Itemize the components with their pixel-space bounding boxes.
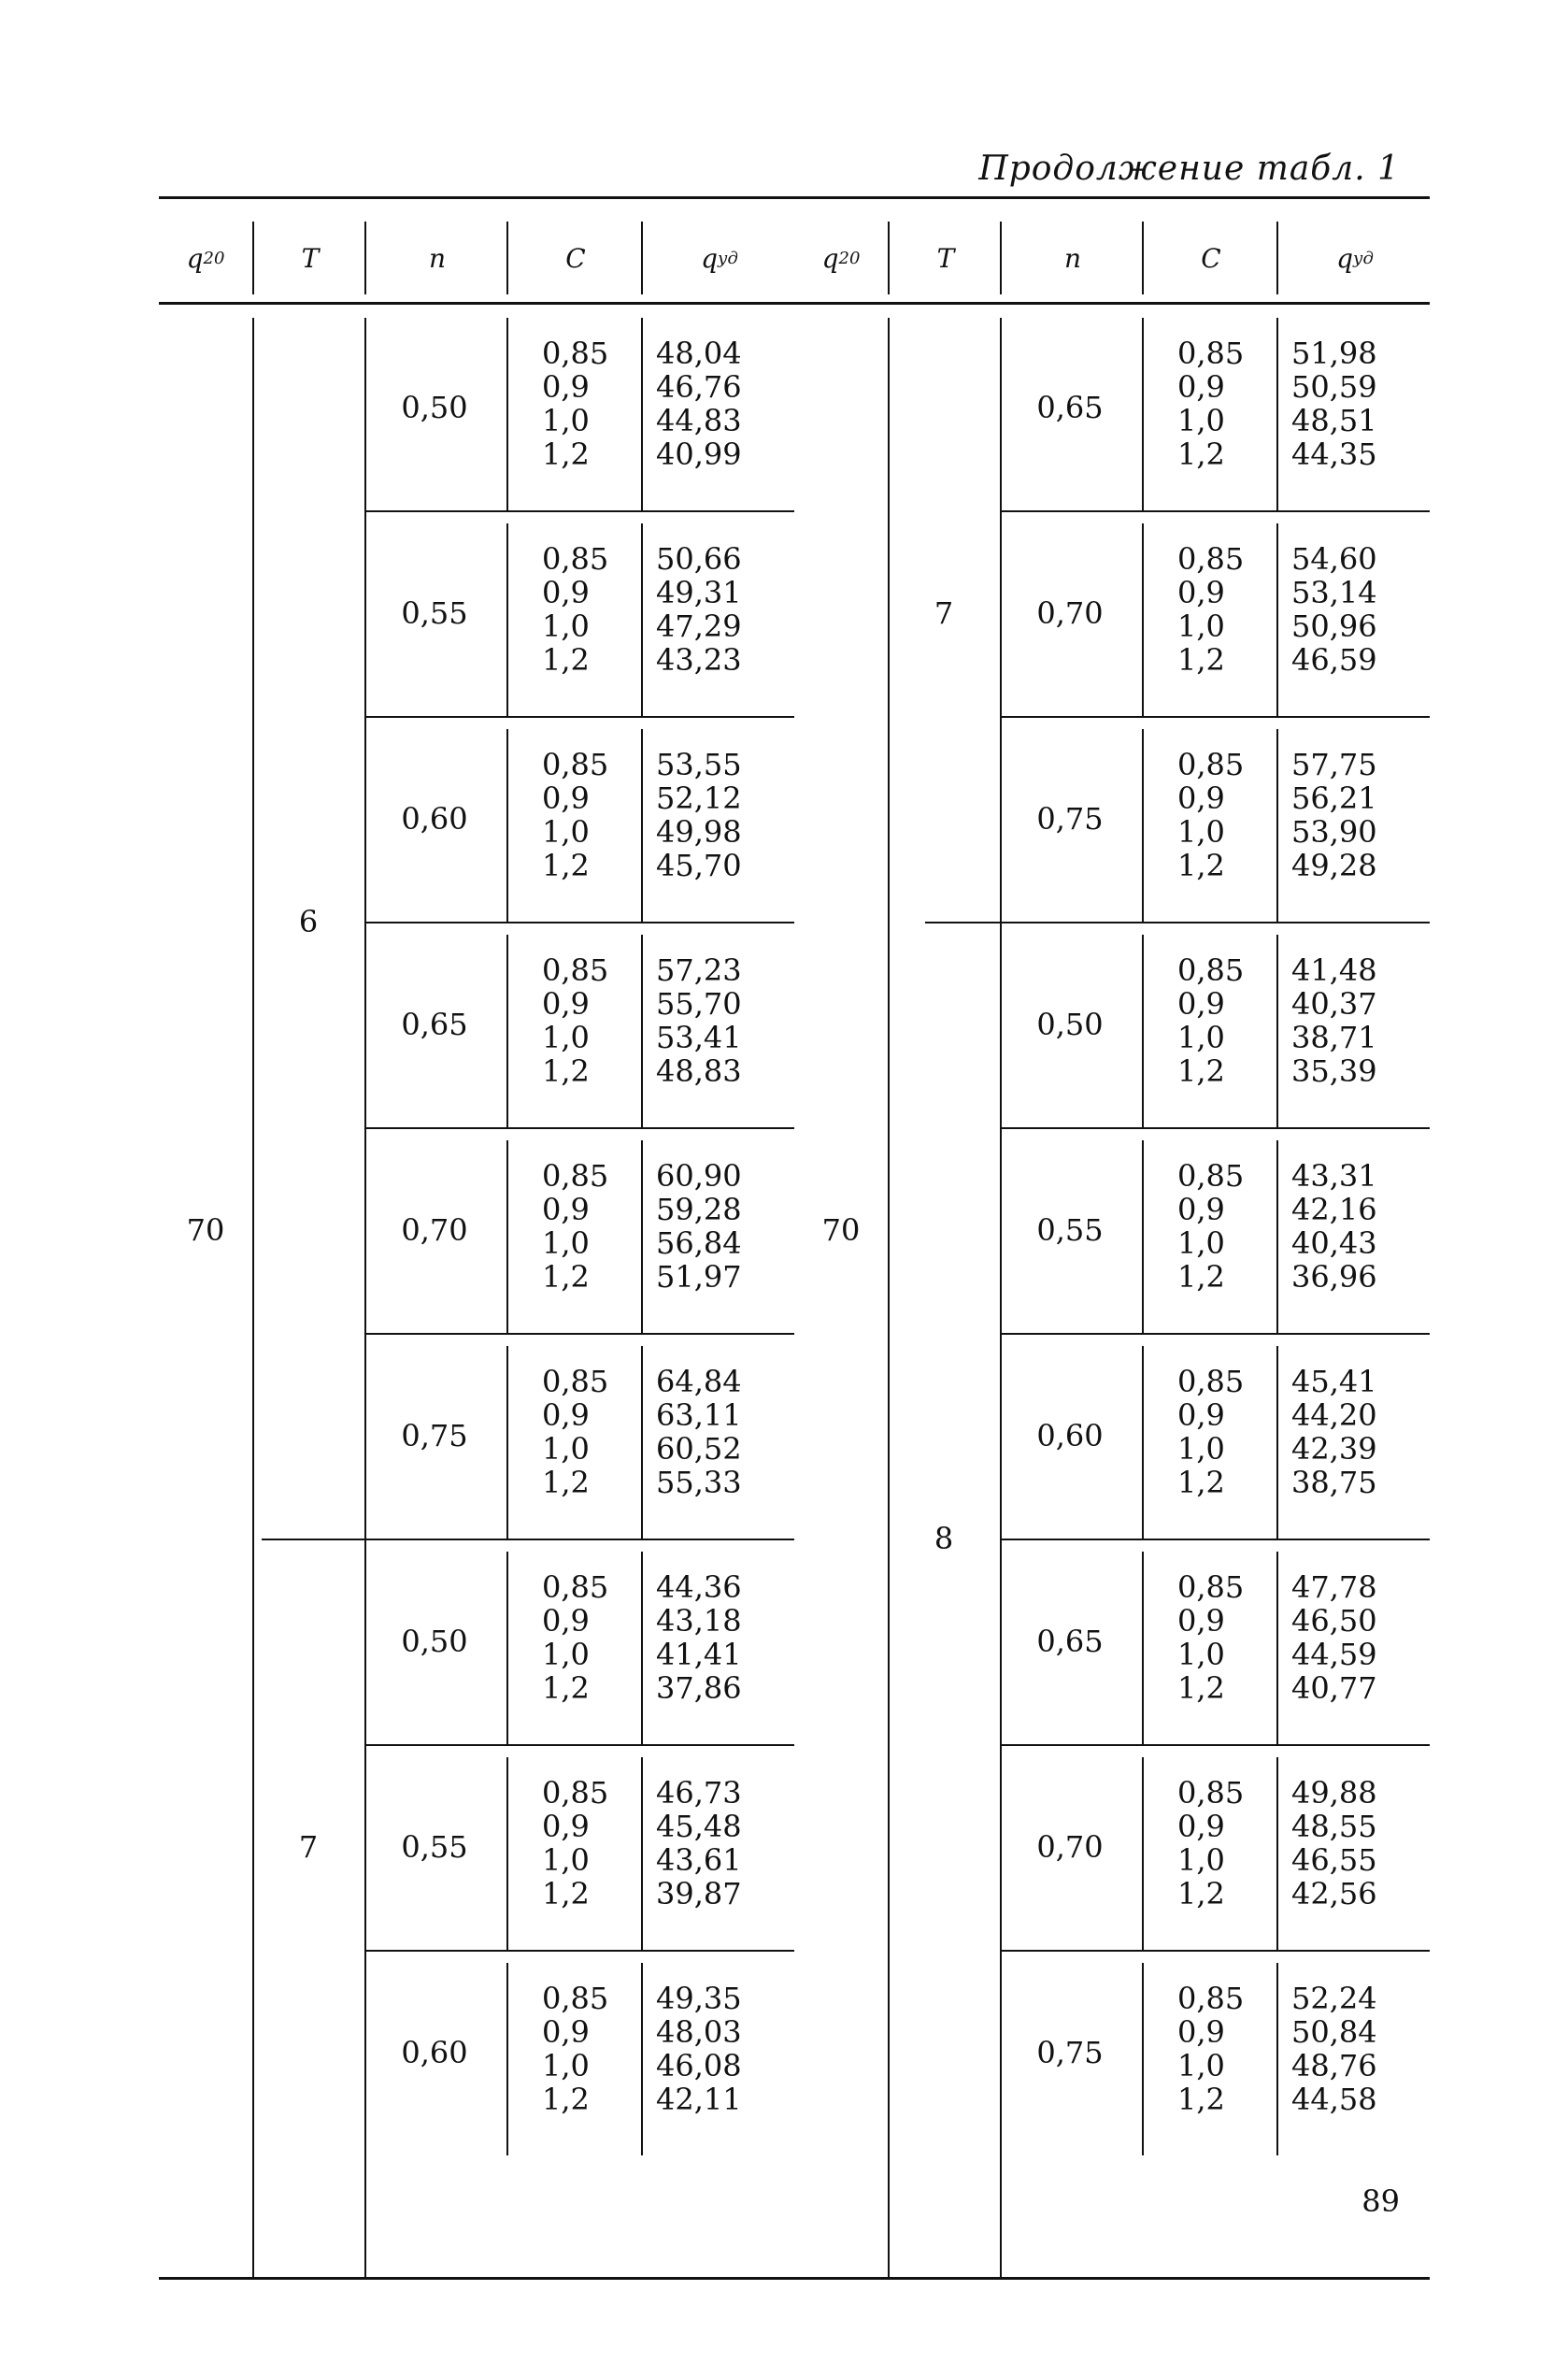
qud-value: 50,59	[1291, 369, 1377, 405]
value-block	[1000, 510, 1430, 716]
qud-value: 46,50	[1291, 1603, 1377, 1639]
qud-value: 57,23	[656, 952, 742, 988]
c-value: 1,2	[542, 1465, 590, 1500]
column-divider-n	[1142, 1346, 1144, 1539]
n-value: 0,60	[401, 801, 468, 837]
n-value: 0,65	[401, 1007, 468, 1042]
qud-values	[656, 336, 742, 471]
qud-value: 52,24	[1291, 1981, 1377, 2016]
value-block	[1000, 1127, 1430, 1333]
header-n	[1000, 222, 1144, 294]
qud-value: 46,59	[1291, 642, 1377, 678]
column-divider-c	[641, 1963, 643, 2155]
n-value: 0,50	[401, 390, 468, 425]
qud-values	[656, 1776, 742, 1911]
c-value: 0,85	[1177, 541, 1245, 577]
qud-value: 60,52	[656, 1431, 742, 1467]
c-values	[1177, 748, 1244, 882]
table-body	[794, 305, 1430, 2280]
c-value: 1,0	[542, 403, 590, 438]
header-q20-label: q	[821, 242, 839, 274]
c-values	[1177, 1159, 1244, 1294]
qud-values	[656, 748, 742, 882]
n-value: 0,55	[401, 595, 468, 631]
qud-value: 45,41	[1291, 1364, 1377, 1399]
column-divider-c	[1276, 318, 1278, 510]
qud-value: 40,99	[656, 437, 742, 472]
qud-values	[656, 1982, 742, 2116]
value-block	[364, 1539, 794, 1744]
c-value: 1,0	[1177, 1431, 1225, 1467]
column-divider-c	[641, 523, 643, 716]
t-value: 6	[298, 904, 319, 939]
c-value: 0,9	[542, 1397, 590, 1433]
c-values	[542, 1776, 608, 1911]
column-divider-n	[1142, 1757, 1144, 1950]
c-values	[542, 1982, 608, 2116]
c-value: 0,9	[542, 1603, 590, 1639]
value-block	[364, 1950, 794, 2155]
column-divider-n	[1142, 729, 1144, 922]
header-q20	[794, 222, 888, 294]
qud-value: 49,98	[656, 814, 742, 850]
qud-values	[1291, 953, 1377, 1088]
c-values	[1177, 336, 1244, 471]
column-divider-c	[641, 1552, 643, 1744]
c-value: 0,9	[542, 780, 590, 816]
value-block	[364, 922, 794, 1127]
n-value: 0,65	[1036, 1624, 1104, 1659]
c-value: 1,0	[542, 1225, 590, 1261]
column-divider-c	[1276, 1552, 1278, 1744]
c-value: 0,9	[1177, 986, 1225, 1022]
qud-values	[656, 953, 742, 1088]
column-divider-c	[641, 935, 643, 1127]
qud-value: 38,71	[1291, 1020, 1377, 1055]
header-n-label: n	[1063, 242, 1082, 274]
q20-value: 70	[186, 1212, 225, 1248]
column-divider-n	[1142, 935, 1144, 1127]
qud-value: 51,98	[1291, 336, 1377, 371]
column-divider-c	[641, 1757, 643, 1950]
c-values	[542, 1159, 608, 1294]
c-value: 0,85	[1177, 1158, 1245, 1194]
c-value: 0,9	[542, 1809, 590, 1844]
qud-value: 45,70	[656, 848, 742, 883]
n-value: 0,75	[401, 1418, 468, 1453]
c-value: 0,85	[542, 952, 609, 988]
qud-value: 40,43	[1291, 1225, 1377, 1261]
column-divider-n	[1142, 318, 1144, 510]
value-block	[1000, 1744, 1430, 1950]
header-c-label: C	[565, 242, 586, 274]
column-divider-n	[506, 318, 508, 510]
c-value: 1,0	[542, 1842, 590, 1878]
c-value: 1,2	[1177, 1670, 1225, 1706]
value-block	[1000, 922, 1430, 1127]
c-value: 1,0	[542, 814, 590, 850]
qud-value: 43,18	[656, 1603, 742, 1639]
c-value: 1,0	[542, 1637, 590, 1672]
column-divider-c	[641, 1140, 643, 1333]
qud-values	[656, 1159, 742, 1294]
qud-value: 46,76	[656, 369, 742, 405]
value-block	[1000, 1950, 1430, 2155]
n-value: 0,70	[1036, 1829, 1104, 1865]
c-value: 1,0	[542, 1020, 590, 1055]
qud-value: 42,56	[1291, 1876, 1377, 1911]
c-value: 0,85	[542, 1158, 609, 1194]
qud-value: 39,87	[656, 1876, 742, 1911]
qud-value: 47,29	[656, 608, 742, 644]
c-value: 0,85	[1177, 747, 1245, 782]
q20-value: 70	[821, 1212, 861, 1248]
column-divider-c	[1276, 935, 1278, 1127]
value-block	[1000, 305, 1430, 510]
n-value: 0,75	[1036, 2035, 1104, 2070]
n-value: 0,70	[401, 1212, 468, 1248]
value-block	[364, 716, 794, 922]
qud-value: 63,11	[656, 1397, 742, 1433]
qud-value: 59,28	[656, 1192, 742, 1227]
qud-value: 45,48	[656, 1809, 742, 1844]
header-q20	[159, 222, 252, 294]
c-values	[542, 1570, 608, 1705]
qud-value: 56,21	[1291, 780, 1377, 816]
c-values	[542, 1365, 608, 1499]
qud-value: 40,77	[1291, 1670, 1377, 1706]
column-divider-n	[506, 523, 508, 716]
c-value: 0,9	[1177, 1809, 1225, 1844]
c-value: 1,0	[542, 2048, 590, 2083]
c-value: 1,2	[542, 2082, 590, 2117]
qud-value: 53,41	[656, 1020, 742, 1055]
qud-value: 49,35	[656, 1981, 742, 2016]
column-divider-c	[1276, 1963, 1278, 2155]
value-block	[364, 1333, 794, 1539]
qud-value: 49,31	[656, 575, 742, 610]
qud-value: 56,84	[656, 1225, 742, 1261]
c-value: 1,2	[542, 1053, 590, 1089]
qud-value: 43,61	[656, 1842, 742, 1878]
column-divider-n	[1142, 1963, 1144, 2155]
qud-value: 41,41	[656, 1637, 742, 1672]
qud-value: 50,96	[1291, 608, 1377, 644]
c-value: 1,0	[542, 1431, 590, 1467]
n-value: 0,70	[1036, 595, 1104, 631]
column-divider-n	[506, 1346, 508, 1539]
c-value: 1,2	[542, 1876, 590, 1911]
header-n	[364, 222, 508, 294]
header-n-label: n	[428, 242, 447, 274]
qud-value: 48,76	[1291, 2048, 1377, 2083]
header-qud-label: q	[1336, 242, 1354, 274]
qud-value: 54,60	[1291, 541, 1377, 577]
c-value: 1,0	[1177, 2048, 1225, 2083]
c-values	[1177, 542, 1244, 677]
header-qud	[641, 222, 796, 294]
header-q20-subscript: 20	[203, 248, 225, 268]
c-values	[542, 336, 608, 471]
qud-value: 40,37	[1291, 986, 1377, 1022]
c-value: 1,2	[1177, 1053, 1225, 1089]
c-value: 0,85	[542, 1569, 609, 1605]
qud-value: 48,03	[656, 2014, 742, 2050]
qud-value: 50,84	[1291, 2014, 1377, 2050]
value-block	[364, 1744, 794, 1950]
c-value: 1,2	[1177, 1259, 1225, 1295]
c-value: 0,9	[1177, 1603, 1225, 1639]
c-value: 1,0	[1177, 608, 1225, 644]
c-value: 0,9	[542, 369, 590, 405]
qud-values	[1291, 1776, 1377, 1911]
qud-value: 53,55	[656, 747, 742, 782]
c-value: 0,85	[542, 1364, 609, 1399]
qud-values	[1291, 1159, 1377, 1294]
c-value: 0,9	[1177, 369, 1225, 405]
column-divider-n	[506, 1757, 508, 1950]
qud-value: 44,59	[1291, 1637, 1377, 1672]
qud-value: 44,36	[656, 1569, 742, 1605]
column-divider-c	[641, 729, 643, 922]
qud-values	[1291, 542, 1377, 677]
c-value: 0,9	[1177, 780, 1225, 816]
column-divider-c	[1276, 1346, 1278, 1539]
c-value: 1,2	[542, 1259, 590, 1295]
header-t	[888, 222, 1002, 294]
c-value: 1,2	[542, 848, 590, 883]
c-value: 0,85	[542, 1775, 609, 1811]
header-c	[506, 222, 643, 294]
c-value: 0,85	[1177, 1364, 1245, 1399]
c-value: 0,9	[1177, 1397, 1225, 1433]
header-qud	[1276, 222, 1432, 294]
n-value: 0,75	[1036, 801, 1104, 837]
qud-value: 46,55	[1291, 1842, 1377, 1878]
header-t-label: T	[301, 242, 320, 274]
header-qud-subscript: уд	[718, 248, 738, 268]
c-value: 0,9	[1177, 2014, 1225, 2050]
c-value: 0,85	[542, 1981, 609, 2016]
qud-value: 41,48	[1291, 952, 1377, 988]
c-value: 1,0	[1177, 403, 1225, 438]
qud-value: 64,84	[656, 1364, 742, 1399]
qud-value: 47,78	[1291, 1569, 1377, 1605]
qud-value: 55,33	[656, 1465, 742, 1500]
qud-value: 42,11	[656, 2082, 742, 2117]
column-divider-n	[1142, 1140, 1144, 1333]
n-value: 0,60	[1036, 1418, 1104, 1453]
table-left	[159, 196, 794, 2280]
value-block	[364, 1127, 794, 1333]
n-value: 0,55	[1036, 1212, 1104, 1248]
header-q20-label: q	[186, 242, 204, 274]
qud-value: 35,39	[1291, 1053, 1377, 1089]
c-value: 1,2	[542, 642, 590, 678]
c-value: 0,85	[542, 541, 609, 577]
c-values	[1177, 1776, 1244, 1911]
qud-value: 44,58	[1291, 2082, 1377, 2117]
table-header	[159, 196, 794, 305]
c-value: 1,0	[542, 608, 590, 644]
value-block	[1000, 1333, 1430, 1539]
column-divider-n	[1142, 1552, 1144, 1744]
t-value: 7	[934, 595, 954, 631]
qud-value: 38,75	[1291, 1465, 1377, 1500]
qud-values	[1291, 336, 1377, 471]
qud-value: 48,55	[1291, 1809, 1377, 1844]
table-caption: Продолжение табл. 1	[978, 150, 1400, 188]
value-block	[364, 510, 794, 716]
c-value: 1,2	[1177, 2082, 1225, 2117]
c-value: 0,9	[542, 575, 590, 610]
header-qud-label: q	[701, 242, 719, 274]
n-value: 0,55	[401, 1829, 468, 1865]
value-block	[364, 305, 794, 510]
c-value: 0,85	[1177, 336, 1245, 371]
qud-value: 44,83	[656, 403, 742, 438]
c-value: 0,85	[542, 747, 609, 782]
c-value: 1,2	[1177, 437, 1225, 472]
qud-value: 55,70	[656, 986, 742, 1022]
n-value: 0,50	[401, 1624, 468, 1659]
c-value: 0,9	[542, 2014, 590, 2050]
c-value: 1,2	[1177, 1465, 1225, 1500]
c-value: 1,2	[542, 437, 590, 472]
c-value: 1,0	[1177, 1225, 1225, 1261]
column-divider-n	[506, 1963, 508, 2155]
qud-value: 53,90	[1291, 814, 1377, 850]
qud-value: 44,35	[1291, 437, 1377, 472]
c-value: 0,85	[1177, 1775, 1245, 1811]
qud-value: 51,97	[656, 1259, 742, 1295]
c-value: 1,2	[542, 1670, 590, 1706]
qud-value: 52,12	[656, 780, 742, 816]
header-q20-subscript: 20	[838, 248, 861, 268]
c-value: 0,85	[1177, 1569, 1245, 1605]
c-values	[542, 748, 608, 882]
value-block	[1000, 1539, 1430, 1744]
c-values	[542, 542, 608, 677]
header-qud-subscript: уд	[1353, 248, 1374, 268]
table-right	[794, 196, 1430, 2280]
column-divider-c	[641, 1346, 643, 1539]
c-values	[1177, 1570, 1244, 1705]
header-c-label: C	[1201, 242, 1221, 274]
qud-value: 48,83	[656, 1053, 742, 1089]
c-value: 0,9	[1177, 1192, 1225, 1227]
qud-values	[1291, 1365, 1377, 1499]
qud-value: 53,14	[1291, 575, 1377, 610]
qud-value: 46,73	[656, 1775, 742, 1811]
column-divider-n	[506, 729, 508, 922]
column-divider-n	[506, 935, 508, 1127]
qud-values	[656, 1570, 742, 1705]
t-value: 7	[298, 1829, 319, 1865]
qud-value: 43,23	[656, 642, 742, 678]
column-divider-n	[506, 1552, 508, 1744]
column-divider-c	[641, 318, 643, 510]
qud-value: 57,75	[1291, 747, 1377, 782]
qud-value: 37,86	[656, 1670, 742, 1706]
c-value: 0,85	[542, 336, 609, 371]
column-divider-c	[1276, 1140, 1278, 1333]
column-divider-c	[1276, 729, 1278, 922]
column-divider-n	[1142, 523, 1144, 716]
c-value: 1,2	[1177, 642, 1225, 678]
page-number: 89	[1361, 2183, 1400, 2219]
c-value: 0,85	[1177, 952, 1245, 988]
n-value: 0,50	[1036, 1007, 1104, 1042]
qud-value: 50,66	[656, 541, 742, 577]
qud-values	[1291, 748, 1377, 882]
qud-values	[1291, 1570, 1377, 1705]
qud-values	[1291, 1982, 1377, 2116]
value-block	[1000, 716, 1430, 922]
c-values	[542, 953, 608, 1088]
c-value: 1,0	[1177, 1020, 1225, 1055]
qud-value: 48,04	[656, 336, 742, 371]
c-value: 0,9	[1177, 575, 1225, 610]
c-values	[1177, 953, 1244, 1088]
qud-values	[656, 1365, 742, 1499]
c-value: 0,85	[1177, 1981, 1245, 2016]
c-value: 0,9	[542, 986, 590, 1022]
qud-value: 42,16	[1291, 1192, 1377, 1227]
qud-value: 36,96	[1291, 1259, 1377, 1295]
c-value: 1,0	[1177, 1637, 1225, 1672]
n-value: 0,60	[401, 2035, 468, 2070]
qud-value: 49,88	[1291, 1775, 1377, 1811]
n-value: 0,65	[1036, 390, 1104, 425]
header-c	[1142, 222, 1278, 294]
c-value: 1,2	[1177, 848, 1225, 883]
c-values	[1177, 1365, 1244, 1499]
qud-value: 46,08	[656, 2048, 742, 2083]
table-header	[794, 196, 1430, 305]
qud-value: 49,28	[1291, 848, 1377, 883]
qud-value: 43,31	[1291, 1158, 1377, 1194]
qud-value: 60,90	[656, 1158, 742, 1194]
column-divider-n	[506, 1140, 508, 1333]
header-t	[252, 222, 366, 294]
qud-values	[656, 542, 742, 677]
c-value: 1,0	[1177, 814, 1225, 850]
t-value: 8	[934, 1521, 954, 1556]
c-value: 0,9	[542, 1192, 590, 1227]
column-divider-c	[1276, 1757, 1278, 1950]
c-values	[1177, 1982, 1244, 2116]
c-value: 1,2	[1177, 1876, 1225, 1911]
qud-value: 48,51	[1291, 403, 1377, 438]
qud-value: 42,39	[1291, 1431, 1377, 1467]
c-value: 1,0	[1177, 1842, 1225, 1878]
header-t-label: T	[936, 242, 955, 274]
qud-value: 44,20	[1291, 1397, 1377, 1433]
column-divider-c	[1276, 523, 1278, 716]
table-body	[159, 305, 794, 2280]
